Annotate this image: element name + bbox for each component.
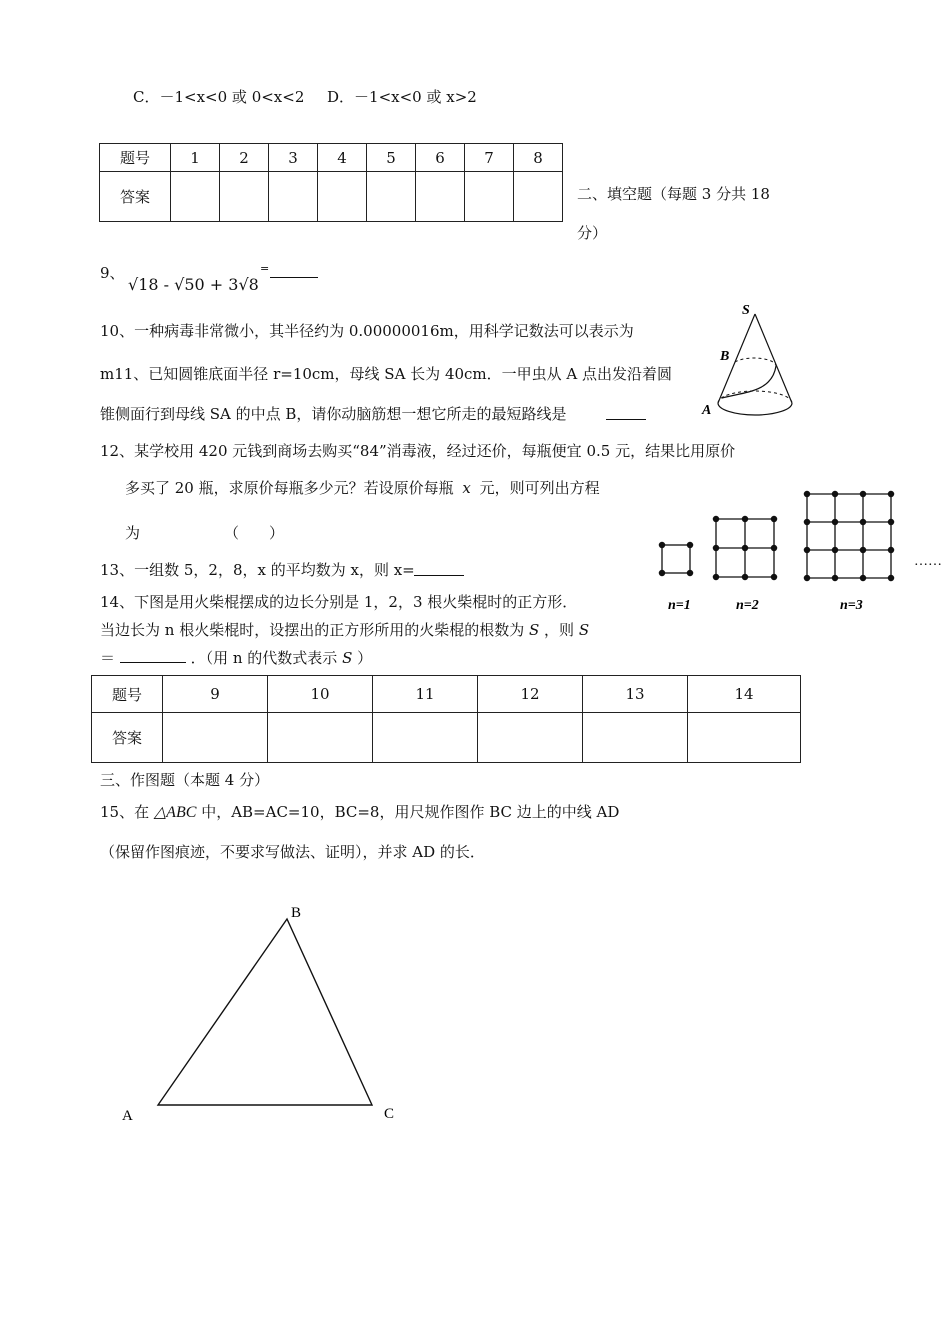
q14-answer-blank[interactable] [120, 648, 186, 663]
q14-line3-close: ） [357, 649, 373, 667]
q9-equals: = [260, 262, 270, 275]
section2-title-cont: 分） [577, 224, 608, 242]
q9-answer-blank[interactable] [270, 276, 318, 278]
q14-line2-mid: ，则 [544, 621, 575, 639]
answer-cell[interactable] [268, 713, 373, 763]
q15-line1-rest: 中，AB=AC=10，BC=8，用尺规作图作 BC 边上的中线 AD [201, 803, 620, 821]
q14-var-s: S [528, 621, 540, 639]
answer-cell[interactable] [163, 713, 268, 763]
label-n1: n=1 [668, 598, 691, 613]
table2-num: 10 [268, 676, 373, 713]
table2-num: 9 [163, 676, 268, 713]
section3-title: 三、作图题（本题 4 分） [100, 771, 270, 789]
q11-line1: m11、已知圆锥底面半径 r=10cm，母线 SA 长为 40cm．一甲虫从 A 点出发沿着圆 [100, 365, 673, 383]
cone-base-front [718, 403, 792, 415]
label-n2: n=2 [736, 598, 759, 613]
answer-table-2 [91, 675, 801, 763]
table1-num: 1 [171, 144, 220, 172]
answer-cell[interactable] [318, 172, 367, 222]
cone-path-dashed [735, 358, 776, 366]
answer-cell[interactable] [416, 172, 465, 222]
answer-cell[interactable] [269, 172, 318, 222]
table1-num: 6 [416, 144, 465, 172]
table1-num: 5 [367, 144, 416, 172]
q12-variable: x [462, 479, 471, 497]
answer-cell[interactable] [688, 713, 801, 763]
cone-label-b: B [720, 349, 730, 364]
q11-line2: 锥侧面行到母线 SA 的中点 B，请你动脑筋想一想它所走的最短路线是 [100, 405, 567, 423]
q15-line1-start: 15、在 [100, 803, 150, 821]
q10-text: 10、一种病毒非常微小，其半径约为 0.00000016m，用科学记数法可以表示为 [100, 322, 634, 340]
q14-line3-text: ．（用 n 的代数式表示 [190, 649, 338, 667]
q13-answer-blank[interactable] [414, 574, 464, 576]
triangle-abc [158, 919, 372, 1105]
q15-line2: （保留作图痕迹，不要求写做法、证明），并求 AD 的长． [100, 843, 485, 861]
triangle-label-a: A [122, 1108, 133, 1124]
answer-cell[interactable] [171, 172, 220, 222]
q12-line2 [125, 477, 600, 498]
square-n1 [659, 542, 692, 575]
q12-line2-text: 多买了 20 瓶，求原价每瓶多少元？若设原价每瓶 [125, 479, 454, 497]
q14-line1: 14、下图是用火柴棍摆成的边长分别是 1，2，3 根火柴棍时的正方形． [100, 593, 578, 611]
matchstick-figure [650, 485, 950, 615]
triangle-label-c: C [384, 1106, 395, 1122]
table1-num: 8 [514, 144, 563, 172]
q14-line2 [100, 619, 589, 640]
square-n3 [804, 491, 893, 580]
q11-answer-blank[interactable] [606, 418, 646, 420]
table1-num: 2 [220, 144, 269, 172]
table1-num: 7 [465, 144, 514, 172]
q15-triangle-symbol: △ABC [153, 804, 197, 821]
q14-line3-eq: ＝ [100, 649, 116, 667]
table1-header-label: 题号 [100, 144, 171, 172]
table2-answer-label: 答案 [92, 713, 163, 763]
table2-num: 14 [688, 676, 801, 713]
q9-expression: √18 - √50 + 3√8 [128, 275, 259, 294]
label-n3: n=3 [840, 598, 863, 613]
q12-paren: （ ） [224, 524, 285, 542]
answer-cell[interactable] [220, 172, 269, 222]
cone-base-back [718, 391, 792, 403]
answer-cell[interactable] [367, 172, 416, 222]
q12-line1: 12、某学校用 420 元钱到商场去购买“84”消毒液，经过还价，每瓶便宜 0.5 元，结果比用原价 [100, 442, 736, 460]
triangle-figure [110, 900, 410, 1130]
table1-num: 3 [269, 144, 318, 172]
q14-var-s2: S [578, 621, 590, 639]
table2-num: 12 [478, 676, 583, 713]
cone-figure [700, 300, 805, 425]
table2-num: 11 [373, 676, 478, 713]
table2-header-label: 题号 [92, 676, 163, 713]
matchstick-ellipsis: …… [914, 554, 942, 569]
answer-cell[interactable] [514, 172, 563, 222]
cone-path-solid [722, 366, 776, 398]
cone-label-s: S [742, 303, 750, 318]
option-c: C．－1<x<0 或 0<x<2 [133, 88, 305, 106]
answer-cell[interactable] [465, 172, 514, 222]
q15-line1 [100, 801, 619, 822]
table2-num: 13 [583, 676, 688, 713]
option-d: D．－1<x<0 或 x>2 [327, 88, 477, 106]
q13-text: 13、一组数 5，2，8，x 的平均数为 x，则 x= [100, 561, 415, 579]
q14-line2-text: 当边长为 n 根火柴棍时，设摆出的正方形所用的火柴棍的根数为 [100, 621, 525, 639]
table1-answer-label: 答案 [100, 172, 171, 222]
q14-line3 [100, 647, 372, 668]
answer-cell[interactable] [478, 713, 583, 763]
answer-table-1 [99, 143, 563, 222]
table1-num: 4 [318, 144, 367, 172]
answer-cell[interactable] [583, 713, 688, 763]
answer-cell[interactable] [373, 713, 478, 763]
q12-line3: 为 [125, 524, 141, 542]
q9-number: 9、 [100, 264, 125, 282]
triangle-label-b: B [291, 905, 302, 921]
section2-title: 二、填空题（每题 3 分共 18 [577, 185, 770, 203]
square-n2 [713, 516, 776, 579]
q14-var-s3: S [342, 649, 353, 667]
q12-line2-tail: 元，则可列出方程 [479, 479, 600, 497]
cone-label-a: A [702, 403, 712, 418]
